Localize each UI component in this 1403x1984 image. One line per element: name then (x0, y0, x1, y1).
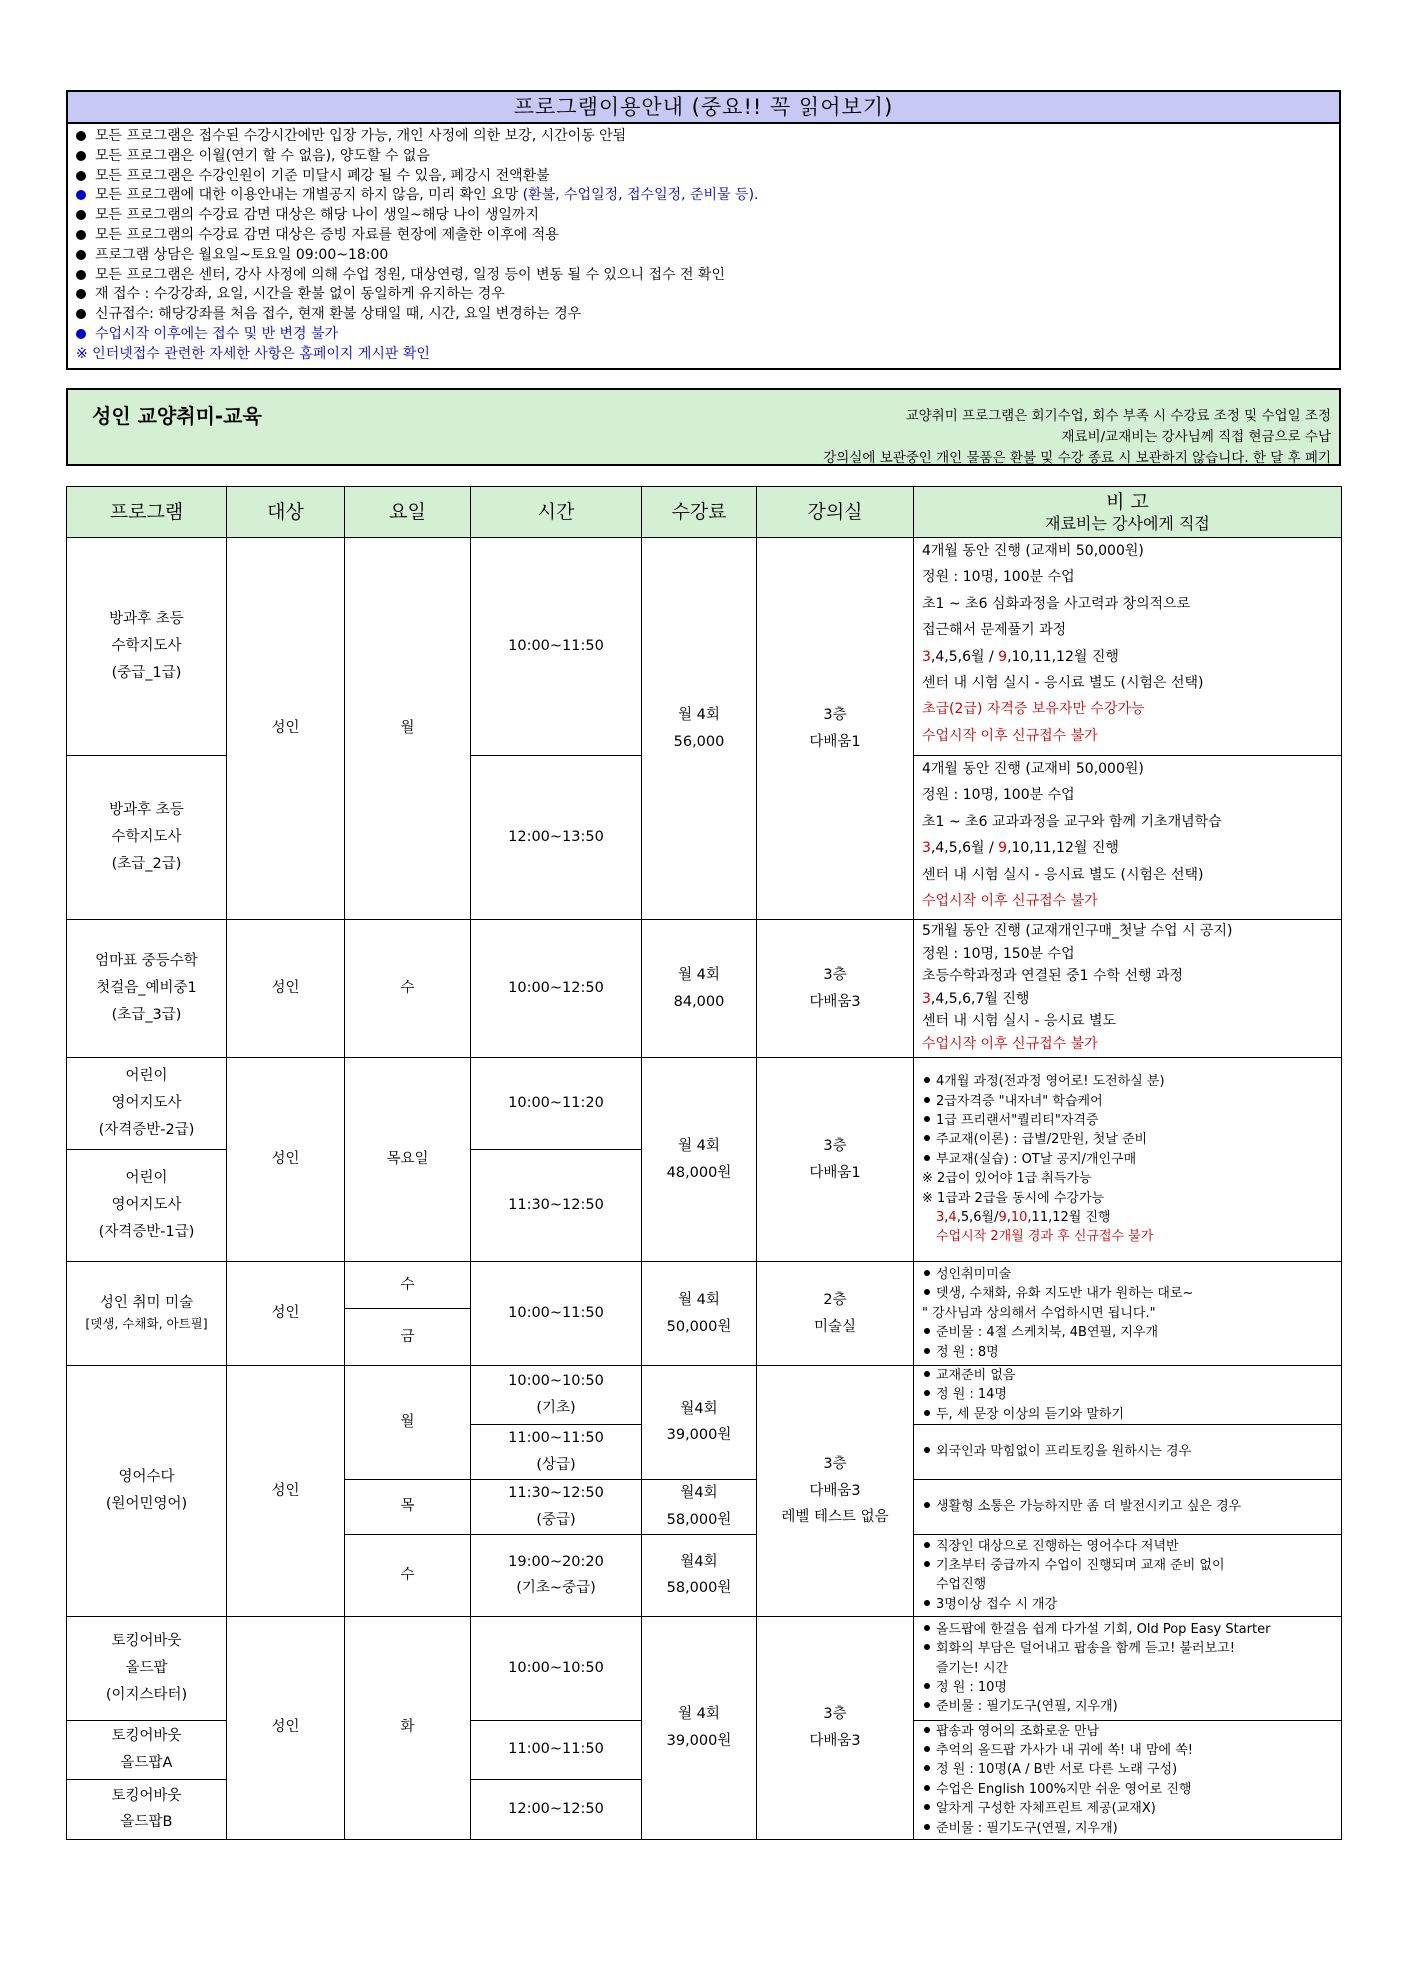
fee-cell: 월4회 39,000원 (642, 1366, 757, 1480)
header-fee: 수강료 (642, 487, 757, 538)
note-cell: 직장인 대상으로 진행하는 영어수다 저녁반 기초부터 중급까지 수업이 진행되며 교재 준비 없이 수업진행 3명이상 접수 시 개강 (914, 1534, 1342, 1616)
header-day: 요일 (345, 487, 471, 538)
bullet-icon (76, 250, 86, 260)
day-cell: 월 (345, 538, 471, 920)
bullet-icon (924, 1804, 930, 1810)
bullet-icon (924, 1644, 930, 1650)
bullet-icon (76, 190, 86, 200)
bullet-icon (924, 1410, 930, 1416)
room-cell: 3층 다배움3 (757, 1616, 914, 1839)
program-name: 영어수다 (원어민영어) (67, 1366, 227, 1617)
program-name: 방과후 초등 수학지도사 (초급_2급) (67, 756, 227, 920)
program-name: 토킹어바웃 올드팝B (67, 1779, 227, 1839)
bullet-icon (76, 289, 86, 299)
bullet-icon (924, 1542, 930, 1548)
time-cell: 19:00~20:20 (기초~중급) (471, 1534, 642, 1616)
bullet-icon (924, 1097, 930, 1103)
room-cell: 2층 미술실 (757, 1262, 914, 1366)
bullet-icon (924, 1785, 930, 1791)
bullet-icon (924, 1447, 930, 1453)
bullet-icon (924, 1561, 930, 1567)
time-cell: 11:30~12:50 (471, 1150, 642, 1262)
day-cell: 목요일 (345, 1058, 471, 1262)
table-row (67, 1366, 1342, 1425)
program-name: 토킹어바웃 올드팝 (이지스타터) (67, 1616, 227, 1720)
bullet-icon (924, 1765, 930, 1771)
header-time: 시간 (471, 487, 642, 538)
day-cell: 수 (345, 1534, 471, 1616)
note-cell: 교재준비 없음 정 원 : 14명 두, 세 문장 이상의 듣기와 말하기 (914, 1366, 1342, 1425)
section-header (66, 388, 1341, 466)
time-cell: 10:00~12:50 (471, 920, 642, 1058)
time-cell: 12:00~13:50 (471, 756, 642, 920)
time-cell: 10:00~10:50 (기초) (471, 1366, 642, 1425)
bullet-icon (924, 1348, 930, 1354)
program-name: 어린이 영어지도사 (자격증반-2급) (67, 1058, 227, 1150)
fee-cell: 월4회 58,000원 (642, 1534, 757, 1616)
program-name: 성인 취미 미술 [뎃생, 수채화, 아트필] (67, 1262, 227, 1366)
notice-item: 모든 프로그램에 대한 이용안내는 개별공지 하지 않음, 미리 확인 요망 (환불, 수업일정, 접수일정, 준비물 등). (76, 186, 1339, 206)
bullet-icon (76, 270, 86, 280)
table-row (67, 1262, 1342, 1309)
bullet-icon (924, 1824, 930, 1830)
room-cell: 3층 다배움1 (757, 538, 914, 920)
note-cell: 5개월 동안 진행 (교재개인구매_첫날 수업 시 공지) 정원 : 10명, 150분 수업 초등수학과정과 연결된 중1 수학 선행 과정 3,4,5,6,7월 진행 센터 내 시험 실시 - 응시료 별도 수업시작 이후 신규접수 불가 (914, 920, 1342, 1058)
time-cell: 11:00~11:50 (상급) (471, 1425, 642, 1480)
target-cell: 성인 (227, 920, 345, 1058)
fee-cell: 월 4회 56,000 (642, 538, 757, 920)
program-name: 방과후 초등 수학지도사 (중급_1급) (67, 538, 227, 756)
table-row (67, 538, 1342, 756)
bullet-icon (76, 210, 86, 220)
notice-item: 모든 프로그램은 수강인원이 기준 미달시 폐강 될 수 있음, 폐강시 전액환불 (76, 167, 1339, 187)
section-note: 교양취미 프로그램은 회기수업, 회수 부족 시 수강료 조정 및 수업일 조정 (905, 408, 1331, 424)
bullet-icon (924, 1625, 930, 1631)
target-cell: 성인 (227, 1058, 345, 1262)
bullet-icon (924, 1746, 930, 1752)
bullet-icon (924, 1270, 930, 1276)
notice-list (68, 124, 1339, 365)
notice-box (66, 90, 1341, 370)
bullet-icon (924, 1155, 930, 1161)
table-header-row (67, 487, 1342, 538)
section-note: 강의실에 보관중인 개인 물품은 환불 및 수강 종료 시 보관하지 않습니다. 한 달 후 폐기 (823, 450, 1331, 466)
bullet-icon (924, 1600, 930, 1606)
bullet-icon (924, 1077, 930, 1083)
time-cell: 12:00~12:50 (471, 1779, 642, 1839)
day-cell: 화 (345, 1616, 471, 1839)
fee-cell: 월4회 58,000원 (642, 1479, 757, 1534)
bullet-icon (76, 230, 86, 240)
note-cell: 4개월 동안 진행 (교재비 50,000원) 정원 : 10명, 100분 수업 초1 ~ 초6 심화과정을 사고력과 창의적으로 접근해서 문제풀기 과정 3,4,5,6월 / 9,10,11,12월 진행 센터 내 시험 실시 - 응시료 별도 (시험은 선택) 초급(2급) 자격증 보유자만 수강가능 수업시작 이후 신규접수 불가 (914, 538, 1342, 756)
note-cell: 성인취미미술 뎃생, 수채화, 유화 지도반 내가 원하는 대로~ " 강사님과 상의해서 수업하시면 됩니다." 준비물 : 4절 스케치북, 4B연필, 지우개 정 원 : 8명 (914, 1262, 1342, 1366)
header-room: 강의실 (757, 487, 914, 538)
day-cell: 수 (345, 920, 471, 1058)
bullet-icon (76, 171, 86, 181)
notice-item: 재 접수 : 수강강좌, 요일, 시간을 환불 없이 동일하게 유지하는 경우 (76, 285, 1339, 305)
table-row (67, 920, 1342, 1058)
note-cell: 팝송과 영어의 조화로운 만남 추억의 올드팝 가사가 내 귀에 쏙! 내 맘에 쏙! 정 원 : 10명(A / B반 서로 다른 노래 구성) 수업은 English 100%지만 쉬운 영어로 진행 알차게 구성한 자체프린트 제공(교재X) 준비물 : 필기도구(연필, 지우개) (914, 1720, 1342, 1839)
time-cell: 10:00~11:50 (471, 1262, 642, 1366)
section-note: 재료비/교재비는 강사님께 직접 현금으로 수납 (1061, 429, 1331, 445)
table-row (67, 1616, 1342, 1720)
bullet-icon (76, 309, 86, 319)
bullet-icon (76, 151, 86, 161)
time-cell: 11:00~11:50 (471, 1720, 642, 1779)
day-cell: 목 (345, 1479, 471, 1534)
note-cell: 생활형 소통은 가능하지만 좀 더 발전시키고 싶은 경우 (914, 1479, 1342, 1534)
bullet-icon (924, 1390, 930, 1396)
notice-item: 모든 프로그램은 센터, 강사 사정에 의해 수업 정원, 대상연령, 일정 등이 변동 될 수 있으니 접수 전 확인 (76, 266, 1339, 286)
bullet-icon (76, 131, 86, 141)
target-cell: 성인 (227, 538, 345, 920)
time-cell: 10:00~11:50 (471, 538, 642, 756)
notice-title: 프로그램이용안내 (중요!! 꼭 읽어보기) (68, 92, 1339, 124)
target-cell: 성인 (227, 1616, 345, 1839)
target-cell: 성인 (227, 1366, 345, 1617)
room-cell: 3층 다배움3 레벨 테스트 없음 (757, 1366, 914, 1617)
bullet-icon (924, 1371, 930, 1377)
day-cell: 수 (345, 1262, 471, 1309)
notice-item: 수업시작 이후에는 접수 및 반 변경 불가 (76, 325, 1339, 345)
room-cell: 3층 다배움3 (757, 920, 914, 1058)
bullet-icon (924, 1135, 930, 1141)
program-table (66, 486, 1342, 1840)
header-note: 비 고 재료비는 강사에게 직접 (914, 487, 1342, 538)
table-row (67, 1058, 1342, 1150)
bullet-icon (924, 1683, 930, 1689)
notice-item: 모든 프로그램은 접수된 수강시간에만 입장 가능, 개인 사정에 의한 보강, 시간이동 안됨 (76, 127, 1339, 147)
time-cell: 10:00~11:20 (471, 1058, 642, 1150)
program-name: 어린이 영어지도사 (자격증반-1급) (67, 1150, 227, 1262)
notice-item: 모든 프로그램은 이월(연기 할 수 없음), 양도할 수 없음 (76, 147, 1339, 167)
notice-item: 신규접수: 해당강좌를 처음 접수, 현재 환불 상태일 때, 시간, 요일 변경하는 경우 (76, 305, 1339, 325)
day-cell: 월 (345, 1366, 471, 1480)
note-cell: 외국인과 막힘없이 프리토킹을 원하시는 경우 (914, 1425, 1342, 1480)
note-cell: 올드팝에 한걸음 쉽게 다가설 기회, Old Pop Easy Starter 회화의 부담은 덜어내고 팝송을 함께 듣고! 불러보고! 즐기는! 시간 정 원 : 10명 준비물 : 필기도구(연필, 지우개) (914, 1616, 1342, 1720)
fee-cell: 월 4회 39,000원 (642, 1616, 757, 1839)
bullet-icon (76, 329, 86, 339)
notice-footer: ※ 인터넷접수 관련한 자세한 사항은 홈페이지 게시판 확인 (76, 345, 430, 362)
time-cell: 10:00~10:50 (471, 1616, 642, 1720)
bullet-icon (924, 1289, 930, 1295)
notice-item: 모든 프로그램의 수강료 감면 대상은 해당 나이 생일~해당 나이 생일까지 (76, 206, 1339, 226)
bullet-icon (924, 1702, 930, 1708)
program-name: 엄마표 중등수학 첫걸음_예비중1 (초급_3급) (67, 920, 227, 1058)
bullet-icon (924, 1727, 930, 1733)
notice-item: 프로그램 상담은 월요일~토요일 09:00~18:00 (76, 246, 1339, 266)
header-target: 대상 (227, 487, 345, 538)
note-cell: 4개월 동안 진행 (교재비 50,000원) 정원 : 10명, 100분 수업 초1 ~ 초6 교과과정을 교구와 함께 기초개념학습 3,4,5,6월 / 9,10,11,12월 진행 센터 내 시험 실시 - 응시료 별도 (시험은 선택) 수업시작 이후 신규접수 불가 (914, 756, 1342, 920)
target-cell: 성인 (227, 1262, 345, 1366)
program-name: 토킹어바웃 올드팝A (67, 1720, 227, 1779)
section-title: 성인 교양취미-교육 (92, 404, 262, 428)
fee-cell: 월 4회 84,000 (642, 920, 757, 1058)
fee-cell: 월 4회 48,000원 (642, 1058, 757, 1262)
time-cell: 11:30~12:50 (중급) (471, 1479, 642, 1534)
header-program: 프로그램 (67, 487, 227, 538)
room-cell: 3층 다배움1 (757, 1058, 914, 1262)
bullet-icon (924, 1328, 930, 1334)
notice-item: 모든 프로그램의 수강료 감면 대상은 증빙 자료를 현장에 제출한 이후에 적용 (76, 226, 1339, 246)
bullet-icon (924, 1502, 930, 1508)
day-cell: 금 (345, 1309, 471, 1366)
fee-cell: 월 4회 50,000원 (642, 1262, 757, 1366)
note-cell: 4개월 과정(전과정 영어로! 도전하실 분) 2급자격증 "내자녀" 학습케어 1급 프리랜서"퀄리티"자격증 주교재(이론) : 급별/2만원, 첫날 준비 부교재(실습) : OT날 공지/개인구매 ※ 2급이 있어야 1급 취득가능 ※ 1급과 2급을 동시에 수강가능 3,4,5,6월/9,10,11,12월 진행 수업시작 2개월 경과 후 신규접수 불가 (914, 1058, 1342, 1262)
bullet-icon (924, 1116, 930, 1122)
